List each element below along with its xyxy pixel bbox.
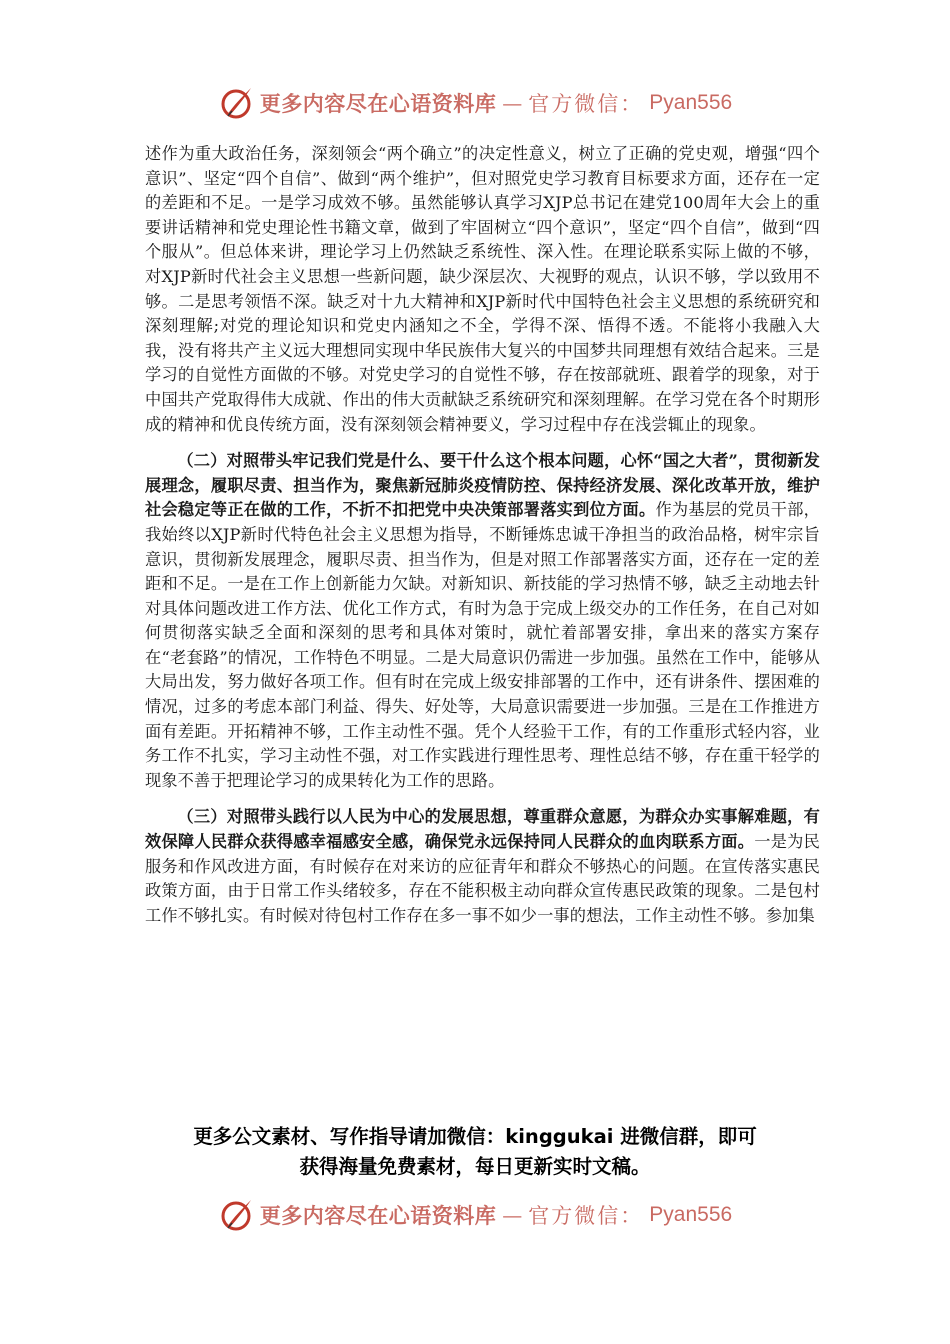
quill-logo-icon (218, 85, 254, 121)
header-watermark-banner (0, 78, 950, 128)
banner-title: 更多内容尽在心语资料库 (259, 91, 497, 116)
banner-wechat-id: Pyan556 (649, 1203, 733, 1226)
promo-line-2: 获得海量免费素材，每日更新实时文稿。 (299, 1155, 651, 1178)
quill-logo-icon (218, 1197, 254, 1233)
promo-line-1: 更多公文素材、写作指导请加微信：kinggukai 进微信群，即可 (193, 1125, 757, 1148)
paragraph-2 (145, 449, 820, 793)
banner-separator: — (502, 1203, 523, 1227)
banner-separator: — (502, 91, 523, 115)
paragraph-1: 述作为重大政治任务，深刻领会“两个确立”的决定性意义，树立了正确的党史观，增强“四个意识”、坚定“四个自信”、做到“两个维护”，但对照党史学习教育目标要求方面，还存在一定的差距和不足。一是学习成效不够。虽然能够认真学习XJP总书记在建党100周年大会上的重要讲话精神和党史理论性书籍文章，做到了牢固树立“四个意识”，坚定“四个自信”，做到“四个服从”。但总体来讲，理论学习上仍然缺乏系统性、深入性。在理论联系实际上做的不够，对XJP新时代社会主义思想一些新问题，缺少深层次、大视野的观点，认识不够，学以致用不够。二是思考领悟不深。缺乏对十九大精神和XJP新时代中国特色社会主义思想的系统研究和深刻理解;对党的理论知识和党史内涵知之不全，学得不深、悟得不透。不能将小我融入大我，没有将共产主义远大理想同实现中华民族伟大复兴的中国梦共同理想有效结合起来。三是学习的自觉性方面做的不够。对党史学习的自觉性不够，存在按部就班、跟着学的现象，对于中国共产党取得伟大成就、作出的伟大贡献缺乏系统研究和深刻理解。在学习党在各个时期形成的精神和优良传统方面，没有深刻领会精神要义，学习过程中存在浅尝辄止的现象。 (145, 144, 820, 434)
banner-wechat-label: 官方微信： (528, 92, 644, 116)
banner (218, 1197, 732, 1233)
banner-title: 更多内容尽在心语资料库 (259, 1203, 497, 1228)
paragraph-3-text: 一是为民服务和作风改进方面，有时候存在对来访的应征青年和群众不够热心的问题。在宣传落实惠民政策方面，由于日常工作头绪较多，存在不能积极主动向群众宣传惠民政策的现象。二是包村工作不够扎实。有时候对待包村工作存在多一事不如少一事的想法，工作主动性不够。参加集 (145, 832, 820, 925)
paragraph-2-text: 作为基层的党员干部，我始终以XJP新时代特色社会主义思想为指导，不断锤炼忠诚干净担当的政治品格，树牢宗旨意识，贯彻新发展理念，履职尽责、担当作为，但是对照工作部署落实方面，还存在一定的差距和不足。一是在工作上创新能力欠缺。对新知识、新技能的学习热情不够，缺乏主动地去针对具体问题改进工作方法、优化工作方式，有时为急于完成上级交办的工作任务，在自己对如何贯彻落实缺乏全面和深刻的思考和具体对策时，就忙着部署安排，拿出来的落实方案存在“老套路”的情况，工作特色不明显。二是大局意识仍需进一步加强。虽然在工作中，能够从大局出发，努力做好各项工作。但有时在完成上级安排部署的工作中，还有讲条件、摆困难的情况，过多的考虑本部门利益、得失、好处等，大局意识需要进一步加强。三是在工作推进方面有差距。开拓精神不够，工作主动性不强。凭个人经验干工作，有的工作重形式轻内容，业务工作不扎实，学习主动性不强，对工作实践进行理性思考、理性总结不够，存在重干轻学的现象不善于把理论学习的成果转化为工作的思路。 (145, 500, 821, 790)
document-body (145, 142, 820, 940)
footer-watermark-banner (0, 1190, 950, 1240)
banner-wechat-id: Pyan556 (649, 91, 733, 114)
paragraph-3-heading: （三）对照带头践行以人民为中心的发展思想，尊重群众意愿，为群众办实事解难题，有效保障人民群众获得感幸福感安全感，确保党永远保持同人民群众的血肉联系方面。 (145, 807, 820, 852)
paragraph-3 (145, 805, 820, 928)
paragraph-2-heading: （二）对照带头牢记我们党是什么、要干什么这个根本问题，心怀“国之大者”，贯彻新发展理念，履职尽责、担当作为，聚焦新冠肺炎疫情防控、保持经济发展、深化改革开放，维护社会稳定等正在做的工作，不折不扣把党中央决策部署落实到位方面。 (145, 451, 820, 520)
banner (218, 85, 732, 121)
banner-wechat-label: 官方微信： (528, 1204, 644, 1228)
promo-notice (130, 1122, 820, 1182)
